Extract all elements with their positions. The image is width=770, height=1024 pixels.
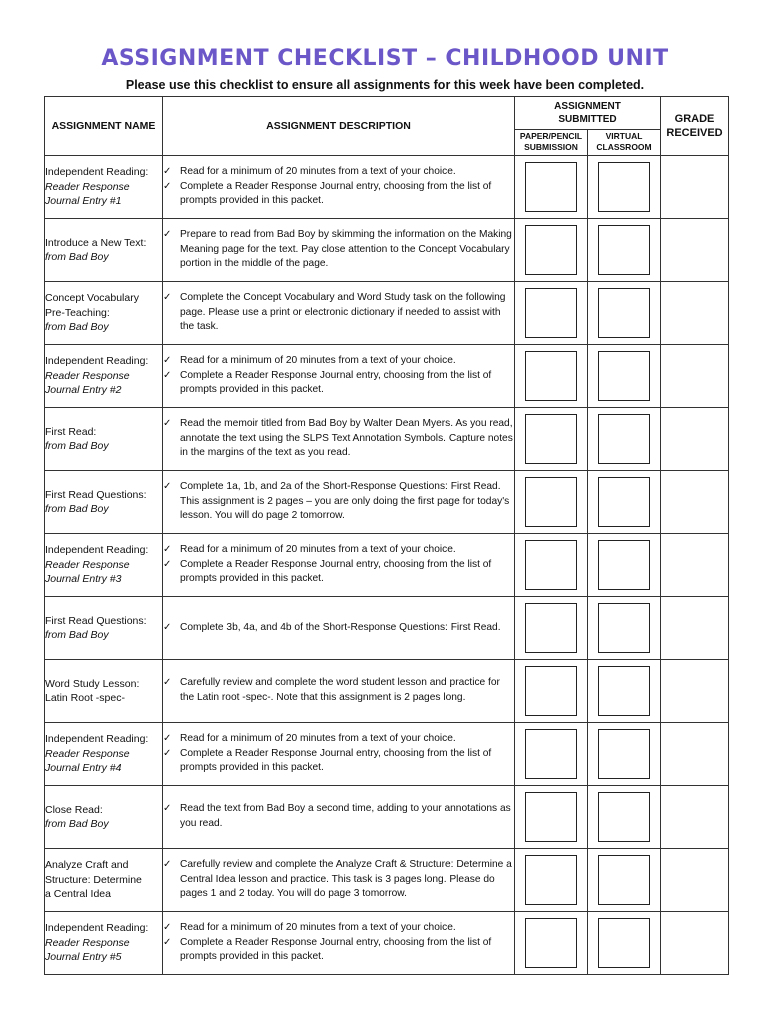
assignment-name-line: Reader Response [45,747,130,760]
assignment-name-line: Journal Entry #4 [45,762,122,775]
paper-pencil-checkbox[interactable] [525,288,577,338]
assignment-name-cell [45,849,163,912]
description-list [163,480,514,524]
checkmark-icon: ✓ [163,677,172,689]
virtual-classroom-checkbox[interactable] [598,351,650,401]
virtual-classroom-cell [588,723,661,786]
assignment-description-cell [163,597,515,660]
description-item [163,228,514,272]
paper-pencil-checkbox[interactable] [525,855,577,905]
virtual-classroom-cell [588,597,661,660]
assignment-description-cell [163,849,515,912]
description-text: Read for a minimum of 20 minutes from a text of your choice. [180,921,456,933]
assignment-checklist-table [44,96,729,975]
grade-received-cell[interactable] [661,786,729,849]
header-paper-line1: PAPER/PENCIL [519,131,583,142]
assignment-name-line: Reader Response [45,369,130,382]
description-text: Complete a Reader Response Journal entry, choosing from the list of prompts provided in this packet. [180,369,492,396]
grade-received-cell[interactable] [661,345,729,408]
description-list [163,802,514,832]
checkmark-icon: ✓ [163,165,172,177]
description-text: Read the memoir titled from Bad Boy by Walter Dean Myers. As you read, annotate the text using the SLPS Text Annotation Symbols. Capture notes in the margins of the text as you read. [180,417,513,459]
header-assignment-name: ASSIGNMENT NAME [45,97,163,156]
table-row [45,723,729,786]
description-text: Read for a minimum of 20 minutes from a text of your choice. [180,354,456,366]
assignment-name-cell [45,219,163,282]
description-text: Complete 3b, 4a, and 4b of the Short-Response Questions: First Read. [180,621,501,633]
grade-received-cell[interactable] [661,597,729,660]
table-row [45,912,729,975]
table-row [45,345,729,408]
description-text: Carefully review and complete the word student lesson and practice for the Latin root -spec-. Note that this assignment is 2 pages long. [180,677,500,703]
description-item [163,180,514,210]
virtual-classroom-checkbox[interactable] [598,288,650,338]
table-row [45,156,729,219]
assignment-name-line: Independent Reading: [45,922,149,935]
paper-pencil-cell [515,219,588,282]
paper-pencil-cell [515,471,588,534]
description-list [163,543,514,587]
virtual-classroom-checkbox[interactable] [598,540,650,590]
assignment-name-line: Latin Root -spec- [45,692,125,704]
description-text: Read the text from Bad Boy a second time, adding to your annotations as you read. [180,803,511,829]
assignment-name-line: Independent Reading: [45,733,149,746]
grade-received-cell[interactable] [661,660,729,723]
assignment-name-line: Concept Vocabulary [45,292,139,305]
assignment-description-cell [163,534,515,597]
assignment-name-line: Independent Reading: [45,355,149,368]
assignment-name-cell [45,597,163,660]
header-virtual-line2: CLASSROOM [596,142,652,153]
assignment-name-line: Analyze Craft and [45,859,129,872]
paper-pencil-cell [515,723,588,786]
paper-pencil-checkbox[interactable] [525,477,577,527]
virtual-classroom-cell [588,219,661,282]
assignment-name-cell [45,345,163,408]
grade-received-cell[interactable] [661,156,729,219]
assignment-name-line: from Bad Boy [45,818,109,830]
paper-pencil-cell [515,408,588,471]
assignment-name-line: Close Read: [45,803,103,816]
description-text: Read for a minimum of 20 minutes from a text of your choice. [180,543,456,555]
description-text: Complete the Concept Vocabulary and Word Study task on the following page. Please use a print or electronic dictionary if needed to assist with the task. [180,291,506,333]
description-item [163,417,514,461]
paper-pencil-checkbox[interactable] [525,792,577,842]
paper-pencil-checkbox[interactable] [525,603,577,653]
assignment-description-cell [163,786,515,849]
virtual-classroom-checkbox[interactable] [598,414,650,464]
description-item [163,676,514,706]
checkmark-icon: ✓ [163,621,172,633]
paper-pencil-cell [515,786,588,849]
grade-received-cell[interactable] [661,849,729,912]
description-text: Complete a Reader Response Journal entry, choosing from the list of prompts provided in this packet. [180,936,492,963]
paper-pencil-checkbox[interactable] [525,540,577,590]
table-row [45,660,729,723]
virtual-classroom-checkbox[interactable] [598,729,650,779]
description-text: Complete a Reader Response Journal entry, choosing from the list of prompts provided in this packet. [180,180,492,207]
assignment-name-line: a Central Idea [45,888,111,901]
paper-pencil-checkbox[interactable] [525,162,577,212]
assignment-name-cell [45,786,163,849]
description-list [163,291,514,335]
description-item [163,732,514,747]
description-text: Prepare to read from Bad Boy by skimming the information on the Making Meaning page for the text. Pay close attention to the Concept Vocabulary portion in the middle of the page. [180,228,512,270]
table-row [45,471,729,534]
virtual-classroom-cell [588,408,661,471]
assignment-name-line: Independent Reading: [45,544,149,557]
table-row [45,282,729,345]
paper-pencil-checkbox[interactable] [525,918,577,968]
description-list [163,732,514,776]
paper-pencil-checkbox[interactable] [525,225,577,275]
paper-pencil-cell [515,345,588,408]
checkmark-icon: ✓ [163,803,172,815]
paper-pencil-cell [515,849,588,912]
description-item [163,558,514,588]
header-submitted-line2: SUBMITTED [558,113,617,125]
description-item [163,369,514,399]
checkmark-icon: ✓ [163,369,172,381]
description-list [163,921,514,965]
assignment-description-cell [163,282,515,345]
assignment-name-line: Word Study Lesson: [45,677,140,690]
virtual-classroom-cell [588,345,661,408]
virtual-classroom-checkbox[interactable] [598,603,650,653]
description-text: Read for a minimum of 20 minutes from a text of your choice. [180,165,456,177]
grade-received-cell[interactable] [661,219,729,282]
assignment-description-cell [163,471,515,534]
assignment-name-cell [45,534,163,597]
assignment-name-line: from Bad Boy [45,251,109,263]
table-row [45,534,729,597]
assignment-description-cell [163,912,515,975]
assignment-name-cell [45,408,163,471]
header-grade-line2: RECEIVED [666,127,723,139]
header-assignment-submitted [515,97,661,130]
paper-pencil-cell [515,534,588,597]
virtual-classroom-checkbox[interactable] [598,477,650,527]
page-subtitle: Please use this checklist to ensure all assignments for this week have been completed. [125,78,645,92]
checkmark-icon: ✓ [163,180,172,192]
paper-pencil-cell [515,597,588,660]
assignment-name-cell [45,723,163,786]
description-item [163,858,514,902]
virtual-classroom-cell [588,534,661,597]
description-item [163,543,514,558]
grade-received-cell[interactable] [661,534,729,597]
virtual-classroom-checkbox[interactable] [598,162,650,212]
description-item [163,354,514,369]
assignment-name-line: from Bad Boy [45,629,109,641]
description-item [163,480,514,524]
grade-received-cell[interactable] [661,723,729,786]
checkmark-icon: ✓ [163,858,172,870]
grade-received-cell[interactable] [661,282,729,345]
grade-received-cell[interactable] [661,408,729,471]
checklist-rows [45,156,729,975]
virtual-classroom-checkbox[interactable] [598,225,650,275]
assignment-description-cell [163,408,515,471]
checkmark-icon: ✓ [163,291,172,303]
description-text: Complete a Reader Response Journal entry, choosing from the list of prompts provided in this packet. [180,747,492,774]
assignment-description-cell [163,723,515,786]
assignment-name-line: Introduce a New Text: [45,236,147,249]
table-row [45,849,729,912]
checkmark-icon: ✓ [163,732,172,744]
checkmark-icon: ✓ [163,747,172,759]
assignment-name-line: First Read: [45,425,97,438]
virtual-classroom-checkbox[interactable] [598,666,650,716]
assignment-name-line: Independent Reading: [45,166,149,179]
description-item [163,802,514,832]
description-list [163,858,514,902]
assignment-name-line: First Read Questions: [45,488,147,501]
checkmark-icon: ✓ [163,480,172,492]
table-row [45,219,729,282]
assignment-name-line: First Read Questions: [45,614,147,627]
assignment-name-line: Reader Response [45,936,130,949]
assignment-description-cell [163,219,515,282]
checkmark-icon: ✓ [163,354,172,366]
virtual-classroom-checkbox[interactable] [598,855,650,905]
virtual-classroom-cell [588,849,661,912]
header-grade-received [661,97,729,156]
header-submitted-line1: ASSIGNMENT [554,100,621,112]
header-grade-line1: GRADE [674,113,715,125]
description-list [163,354,514,398]
header-paper-pencil-submission [515,129,588,155]
checkmark-icon: ✓ [163,936,172,948]
grade-received-cell[interactable] [661,912,729,975]
assignment-description-cell [163,660,515,723]
virtual-classroom-cell [588,156,661,219]
assignment-name-line: Journal Entry #1 [45,195,122,208]
assignment-name-line: Reader Response [45,558,130,571]
description-list [163,417,514,461]
assignment-name-line: from Bad Boy [45,440,109,452]
header-assignment-description: ASSIGNMENT DESCRIPTION [163,97,515,156]
description-list [163,676,514,706]
description-item [163,291,514,335]
checkmark-icon: ✓ [163,417,172,429]
description-list [163,228,514,272]
assignment-name-cell [45,156,163,219]
assignment-name-line: Structure: Determine [45,873,142,886]
paper-pencil-cell [515,156,588,219]
paper-pencil-cell [515,282,588,345]
assignment-name-line: from Bad Boy [45,503,109,515]
assignment-description-cell [163,156,515,219]
description-list [163,621,514,636]
paper-pencil-checkbox[interactable] [525,729,577,779]
assignment-name-cell [45,660,163,723]
virtual-classroom-cell [588,282,661,345]
assignment-name-line: Journal Entry #3 [45,573,122,586]
assignment-description-cell [163,345,515,408]
paper-pencil-checkbox[interactable] [525,414,577,464]
paper-pencil-cell [515,912,588,975]
description-text: Complete 1a, 1b, and 2a of the Short-Response Questions: First Read. This assignment is 2 pages – you are only doing the first page for today's lesson. You will do page 2 tomorrow. [180,480,510,522]
table-row [45,408,729,471]
grade-received-cell[interactable] [661,471,729,534]
description-text: Complete a Reader Response Journal entry, choosing from the list of prompts provided in this packet. [180,558,492,585]
checkmark-icon: ✓ [163,558,172,570]
description-item [163,936,514,966]
virtual-classroom-checkbox[interactable] [598,918,650,968]
checkmark-icon: ✓ [163,228,172,240]
checkmark-icon: ✓ [163,543,172,555]
virtual-classroom-cell [588,660,661,723]
assignment-name-line: Journal Entry #2 [45,384,122,397]
page-title: ASSIGNMENT CHECKLIST – CHILDHOOD UNIT [101,46,669,71]
virtual-classroom-checkbox[interactable] [598,792,650,842]
assignment-name-line: Pre-Teaching: [45,306,110,319]
header-paper-line2: SUBMISSION [524,142,578,153]
virtual-classroom-cell [588,471,661,534]
table-row [45,597,729,660]
checkmark-icon: ✓ [163,921,172,933]
paper-pencil-checkbox[interactable] [525,351,577,401]
description-item [163,621,514,636]
description-item [163,165,514,180]
description-text: Carefully review and complete the Analyze Craft & Structure: Determine a Central Idea lesson and practice. This task is 3 pages long. Please do pages 1 and 2 today. You will do page 3 tomorrow. [180,858,512,900]
assignment-name-cell [45,471,163,534]
virtual-classroom-cell [588,912,661,975]
description-item [163,921,514,936]
paper-pencil-cell [515,660,588,723]
assignment-name-line: Journal Entry #5 [45,951,122,964]
header-virtual-line1: VIRTUAL [605,131,643,142]
assignment-name-cell [45,282,163,345]
table-row [45,786,729,849]
header-virtual-classroom [588,129,661,155]
description-list [163,165,514,209]
assignment-name-line: Reader Response [45,180,130,193]
assignment-name-line: from Bad Boy [45,321,109,334]
paper-pencil-checkbox[interactable] [525,666,577,716]
assignment-name-cell [45,912,163,975]
description-text: Read for a minimum of 20 minutes from a text of your choice. [180,732,456,744]
description-item [163,747,514,777]
virtual-classroom-cell [588,786,661,849]
